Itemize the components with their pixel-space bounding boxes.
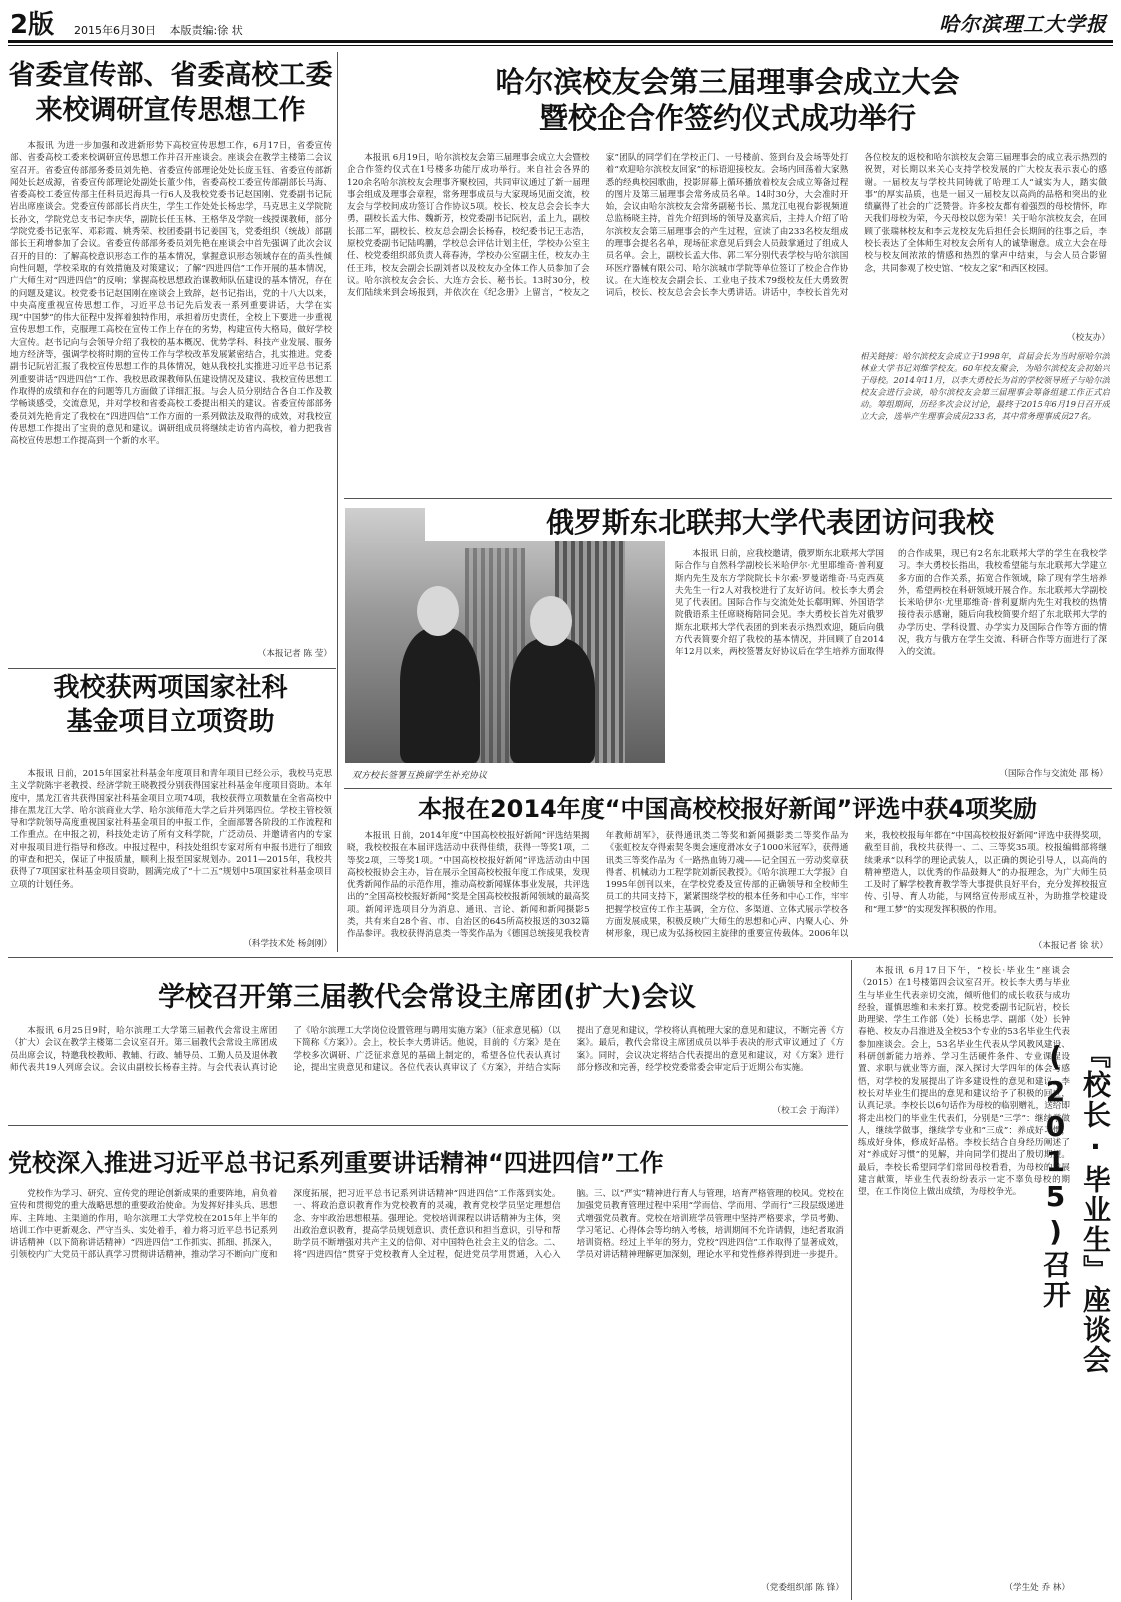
header-rule	[8, 40, 1113, 43]
body-text: 本报讯 6月25日9时，哈尔滨理工大学第三届教代会常设主席团（扩大）会议在教学主楼第二会议室召开。第三届教代会常设主席团成员出席会议，特邀我校教师、教辅、行政、辅导员、工勤人员及退休教师代表共19人列席会议。会议由副校长杨春主持。与会代表认真讨论了《哈尔滨理工大学岗位设置管理与聘用实施方案》（征求意见稿）（以下简称《方案》）。会上，校长李大勇讲话。他说，目前的《方案》是在学校多次调研、广泛征求意见的基础上制定的，希望各位代表认真讨论，提出宝贵意见和建议。各位代表认真审议了《方案》，并结合实际提出了意见和建议，学校将认真梳理大家的意见和建议，不断完善《方案》。最后，教代会常设主席团成员以举手表决的形式审议通过了《方案》。同时，会议决定将结合代表提出的意见和建议，对《方案》进行部分修改和完善，经学校党委常委会审定后于近期公布实施。	[10, 1026, 844, 1073]
page-editor: 本版责编:徐 状	[169, 24, 243, 37]
article-fund-body	[10, 768, 332, 936]
article-congress-title	[8, 980, 846, 1015]
article-russia-byline	[890, 768, 1108, 782]
byline: （科学技术处 杨剑刚）	[243, 939, 332, 949]
section-rule	[344, 788, 1112, 789]
article-alumni-note	[860, 350, 1110, 465]
title-line: 暨校企合作签约仪式成功举行	[538, 101, 916, 136]
byline: （党委组织部 陈 锋）	[761, 1583, 844, 1593]
title-line: 基金项目立项资助	[66, 706, 275, 737]
article-forum-byline	[858, 1582, 1070, 1596]
title-line: 『校长·毕业生』座谈会(2015)召开	[1039, 1040, 1112, 1375]
title-line: 哈尔滨校友会第三届理事会成立大会	[495, 65, 960, 99]
byline: （校工会 于海洋）	[772, 1106, 844, 1116]
article-russia-photo	[345, 508, 665, 763]
byline: （校友办）	[1067, 333, 1110, 343]
article-survey-byline	[10, 648, 332, 662]
article-congress-byline	[620, 1105, 844, 1119]
article-fourin-title	[8, 1148, 846, 1179]
article-survey-title	[8, 58, 333, 128]
article-fund-title	[8, 672, 333, 740]
page-header	[0, 0, 1121, 40]
byline: （本报记者 陈 莹）	[257, 649, 332, 659]
header-rule-thin	[8, 45, 1113, 46]
section-rule	[8, 1125, 848, 1126]
header-meta	[74, 22, 253, 38]
body-text: 本报讯 日前，2015年国家社科基金年度项目和青年项目已经公示，我校马克思主义学院陈宇老教授、经济学院王晓教授分别获得国家社科基金年度项目资助。本年度中，黑龙江省共获得国家社科基金项目立项74项，我校获得立项数量在全省高校中排在黑龙江大学、哈尔滨商业大学、哈尔滨师范大学之后并列第四位。学校主管校领导和学院领导高度重视国家社科基金项目的申报工作，全面部署各阶段的工作流程和工作重点。在申报之初，科技处走访了所有文科学院，广泛动员、并邀请省内的专家对申报项目进行指导和修改。申报过程中，科技处组织专家对所有申报书进行了细致的审查和把关，保证了申报质量，顺利上报至国家规划办。2011—2015年，我校共获得了7项国家社科基金项目资助，圆满完成了“十二五”规划中5项国家社科基金项目立项的计划任务。	[10, 769, 332, 890]
photo-person-head	[530, 596, 572, 646]
masthead: 哈尔滨理工大学报	[939, 12, 1107, 36]
photo-person-left	[400, 628, 480, 763]
article-congress-body	[10, 1025, 844, 1105]
section-rule	[344, 498, 1112, 499]
body-text: 党校作为学习、研究、宣传党的理论创新成果的重要阵地，肩负着宣传和贯彻党的重大战略思想的重要政治使命。为发挥好排头兵、思想库、主阵地、主渠道的作用，哈尔滨理工大学党校在2015年上半年的培训工作中更新观念、严守当头、实处着手，着力将习近平总书记系列讲话精神（以下简称讲话精神）“四进四信”工作抓实、抓细、抓深入，引领校内广大党员干部认真学习贯彻讲话精神，推动学习不断向广度和深度拓展，把习近平总书记系列讲话精神“四进四信”工作落到实处。一、将政治意识教育作为党校教育的灵魂，教育党校学员坚定理想信念、夯牢政治思想根基。强理论。党校培训课程以讲话精神为主体，突出政治意识教育，提高学员规划意识、责任意识和担当意识，引导和帮助学员不断增强对共产主义的信仰、对中国特色社会主义的信念。二、将“四进四信”贯穿于党校教育人全过程，促进党员学用贯通，入心入脑。三、以“严实”精神进行育人与管理，培育严格管理的校风。党校在加强党员教育管理过程中采用“学而信、学而用、学而行”三段层级递进式增强党员教育。党校在培训班学员管理中坚持严格要求，学员考勤、学习笔记、心得体会等均纳入考核，培训期间不允许请假，违纪者取消培训资格。经过上半年的努力，党校“四进四信”工作取得了显著成效，学员对讲话精神理解更加深刻，理论水平和党性修养得到进一步提升。	[10, 1189, 844, 1261]
article-award-title	[345, 794, 1110, 825]
body-text: 本报讯 6月17日下午，“校长·毕业生”座谈会（2015）在1号楼第四会议室召开。校长李大勇与毕业生与毕业生代表亲切交流，倾听他们的成长收获与成功经验，谨慎思维和未来打算。校党委副书记阮岩，校长助理梁、学生工作部（处）长杨忠学、副部（处）长钟春艳、校友办吕淮进及全校53个专业的53名毕业生代表参加座谈会。会上，53名毕业生代表从学风教风建设、科研创新能力培养、学习生活硬件条件、专业课程设置、求职与就业等方面，深入探讨大学四年的体会与感悟，对学校的发展提出了许多建设性的意见和建议。李校长对毕业生们提出的意见和建议给予了积极的回应，认真记录。李校长以6句话作为母校的临别赠礼，送给即将走出校门的毕业生代表们，分别是“三学”：继续学做人，继续学做事，继续学专业和“三成”：养成好习惯，练成好身体，修成好品格。李校长结合自身经历阐述了对“养成好习惯”的见解，并向同学们提出了殷切期望。最后，李校长希望同学们常回母校看看，为母校的发展建言献策，毕业生代表纷纷表示一定不辜负母校的期望，在工作岗位上做出成绩，为母校争光。	[858, 966, 1070, 1198]
article-russia-body	[675, 548, 1107, 766]
body-text: 本报讯 6月19日，哈尔滨校友会第三届理事会成立大会暨校企合作签约仪式在1号楼多功能厅成功举行。来自社会各界的120余名哈尔滨校友会理事齐聚校园，共同审议通过了新一届理事会组成及理事会章程，常务理事成员与大家现场见面交流，校友会与学校间成功签订合作协议5项。校长、校友总会会长李大勇，副校长孟大伟、魏新芳，校党委副书记阮岩，孟上九，副校长邵二军，副校长、校友总会副会长杨春，校纪委书记王志浩，原校党委副书记陆鸣鹏，学校总会评估计划主任，学校办公室主任、校党委组织部负责人蒋春涛，学校办公室副主任，校友办主任王玮，校友会副会长副刘者以及校友办全体工作人员参加了会议。哈尔滨校友会会长、大连方会长、秘书长。13时30分，校友们陆续来到会场报到，并依次在《纪念册》上留言，“校友之家”团队的同学们在学校正门、一号楼前、签到台及会场等处打着“欢迎哈尔滨校友回家”的标语迎接校友。会场内回荡着大家熟悉的经典校园歌曲，投影屏幕上循环播放着校友会成立筹备过程的图片及第三届理事会常务成员名单。14时30分，大会准时开始，会议由哈尔滨校友会常务副秘书长、黑龙江电视台影视频道总监杨晓主持，首先介绍到场的领导及嘉宾后，主持人介绍了哈尔滨校友会第三届理事会的产生过程，宣读了由233名校友组成的理事会提名名单，现场征求意见后到会人员鼓掌通过了组成人员名单。会上，副校长孟大伟、郭二军分别代表学校与哈尔滨国环医疗器械有限公司、哈尔滨城市学院等单位签订了校企合作协议。在大连校友会副会长、工业电子技术79级校友任大勇致贺词后，校长、校友总会会长李大勇讲话。讲话中，李校长首先对各位校友的返校和哈尔滨校友会第三届理事会的成立表示热烈的祝贺，对长期以来关心支持学校发展的广大校友表示衷心的感谢。一届校友与学校共同铸就了哈理工人“诚实为人，踏实做事”的厚实品质，也是一届又一届校友以高尚的品格和突出的业绩赢得了社会的广泛赞誉。许多校友都有着强烈的母校情怀，昨天我们母校为荣，今天母校以您为荣！关于哈尔滨校友会，在回顾了张瑞林校友和李云龙校友先后担任会长期间的往事之后，李校长表达了全体师生对校友会所有人的诚挚谢意。成立大会在母校与校友间浓浓的情感和热烈的掌声中结束，与会人员合影留念，共同参观了校史馆、“校友之家”和西区校园。	[347, 153, 1107, 299]
body-text: 本报讯 为进一步加强和改进新形势下高校宣传思想工作，6月17日，省委宣传部、省委高校工委来校调研宣传思想工作并召开座谈会。座谈会在教学主楼第二会议室召开。省委宣传部部务委员刘先艳、省委宣传部理论处处长庞玉钰、省委宣传部新闻处长赵成源，省委宣传部理论处副处长董少伟，省委高校工委宣传部副部长马海、省委高校工委宣传部主任科员迟海具一行6人及我校党委书记赵国刚、党委副书记阮岩出席座谈会。党委宣传部部长肖庆生，学生工作处处长杨忠学，马克思主义学院院长孙文，学院党总支书记李庆华，副院长任玉林、王格华及学院一线授课教师，部分学院党委书记张军、邓彩霞、姚秀荣、校团委副书记姜国飞，党委组织（统战）部副部长王莉增参加了会议。省委宣传部部务委员刘先艳在座谈会中首先强调了此次会议召开的目的：了解高校意识形态工作的基本情况，掌握意识形态领域存在的苗头性倾向性问题，学校采取的有效措施及对策建议；了解“四进四信”工作开展的基本情况，广大师生对“四进四信”的反响；掌握高校思想政治课教师队伍建设的基本情况，存在的问题及建议。校党委书记赵国刚在座谈会上致辞，赵书记指出，党的十八大以来，中央高度重视宣传思想工作，习近平总书记先后发表一系列重要讲话，大学在实现“中国梦”的伟大征程中发挥着独特作用，承担着历史责任，全校上下要进一步重视宣传思想工作，克服理工高校在宣传工作上存在的劣势，构建宣传大格局，做好学校大宣传。赵书记向与会领导介绍了我校的基本概况、优势学科、科技产业发展、服务地方经济等，强调学校将时期的宣传工作与学校改革发展紧密结合，扎实推进。党委副书记阮岩汇报了我校宣传思想工作的具体情况，她从我校扎实推进习近平总书记系列重要讲话“四进四信”工作、我校思政课教师队伍建设情况及建议、我校宣传思想工作取得的成绩和存在的问题等几方面做了详细汇报。与会人员分别结合各自工作及教学畅谈感受，交流意见，并对学校和省委高校工委提出相关的建议。省委宣传部部务委员刘先艳肯定了我校在“四进四信”工作方面的一系列做法及取得的成效，对我校宣传思想工作提出了宝贵的意见和建议。调研组成员将继续走访省内高校，着力把我省高校宣传思想工作提高到一个新的水平。	[10, 141, 332, 447]
issue-date: 2015年6月30日	[74, 24, 156, 37]
page-number: 2版	[10, 10, 55, 40]
byline: （本报记者 徐 状）	[1033, 941, 1108, 951]
article-award-byline	[880, 940, 1108, 954]
article-fourin-body	[10, 1188, 844, 1578]
title-line: 党校深入推进习近平总书记系列重要讲话精神“四进四信”工作	[8, 1149, 664, 1177]
photo-person-right	[510, 638, 595, 763]
article-survey-body	[10, 140, 332, 645]
body-text: 本报讯 日前，2014年度“中国高校校报好新闻”评选结果揭晓，我校校报在本届评选活动中获得佳绩，获得一等奖1项，二等奖2项，三等奖1项。“中国高校校报好新闻”评选活动由中国高校校报协会主办，旨在展示全国高校校报年度工作成果，发现优秀新闻作品的示范作用，推动高校新闻媒体事业发展，共评选出的“全国高校校报好新闻”奖是全国高校校报新闻领域的最高奖项。新闻评选项目分为消息、通讯、言论、新闻和新闻摄影5类，共有来自28个省、市、自治区的645所高校报送的3032篇作品参评。我校获得消息类一等奖作品为《德国总统接见我校青年教师胡军》，获得通讯类二等奖和新闻摄影类二等奖作品为《张虹校友夺得索契冬奥会速度滑冰女子1000米冠军》，获得通讯类三等奖作品为《一路热血铸刀魂——记全国五一劳动奖章获得者、机械动力工程学院刘新民教授》。《哈尔滨理工大学报》自1995年创刊以来，在学校党委及宣传部的正确领导和全校师生员工的共同支持下，紧紧围绕学校的根本任务和中心工作，牢牢把握学校宣传工作主基调，全方位、多渠道、立体式展示学校各方面发展成果，积极反映广大师生的思想和心声、内聚人心、外树形象，现已成为弘扬校园主旋律的重要宣传载体。2006年以来，我校校报每年都在“中国高校校报好新闻”评选中获得奖项，截至目前，我校共获得一、二、三等奖35项。校报编辑部将继续秉承“以科学的理论武装人，以正确的舆论引导人，以高尚的精神塑造人，以优秀的作品鼓舞人”的办报理念，为广大师生员工及时了解学校教育教学等大事提供良好平台，充分发挥校报宣传、引导、育人功能，与网络宣传形成互补，为助推学校建设和“理工梦”的实现发挥积极的作用。	[347, 831, 1107, 940]
body-text: 本报讯 日前，应我校邀请，俄罗斯东北联邦大学国际合作与自然科学副校长米哈伊尔·尤里耶维奇·普利夏斯内先生及东方学院院长卡尔索·罗曼诺维奇·马克西莫夫先生一行2人对我校进行了友好访问。校长李大勇会见了代表团。国际合作与交流处处长郗明辉、外国语学院俄语系主任席晓梅陪同会见。李大勇校长首先对俄罗斯东北联邦大学代表团的到来表示热烈欢迎，随后向俄方代表简要介绍了我校的基本情况，并回顾了自2014年12月以来，两校签署友好协议后在学生培养方面取得的合作成果，现已有2名东北联邦大学的学生在我校学习。李大勇校长指出，我校希望能与东北联邦大学建立多方面的合作关系，拓宽合作领域，除了现有学生培养外，希望两校在科研领域开展合作。东北联邦大学副校长米哈伊尔·尤里耶维奇·普利夏斯内先生对我校的热情接待表示感谢，随后向我校简要介绍了东北联邦大学的办学历史、学科设置、办学实力及国际合作等方面的情况，我方与俄方在学生交流、科研合作等方面进行了深入的交流。	[675, 549, 1107, 658]
article-russia-title	[425, 505, 1115, 541]
article-russia-caption	[352, 768, 662, 782]
title-line: 本报在2014年度“中国高校校报好新闻”评选中获4项奖励	[417, 795, 1038, 823]
title-line: 俄罗斯东北联邦大学代表团访问我校	[545, 506, 994, 539]
article-fourin-byline	[620, 1582, 844, 1596]
article-award-body	[347, 830, 1107, 942]
article-forum-title	[1039, 1040, 1115, 1560]
section-rule	[8, 668, 336, 669]
photo-person-head	[417, 586, 459, 636]
related-link-note: 相关链接：哈尔滨校友会成立于1998年，首届会长为当时原哈尔滨林业大学书记刘维学校友。60年校友聚会，为哈尔滨校友会初始兴于母校。2014年11月，以李大勇校长为首的学校领导班子与哈尔滨校友会进行会谈，哈尔滨校友会第三届理事会筹备组建工作正式启动。筹组期间，历经多次会议讨论，最终于2015年6月19日召开成立大会，选举产生理事会成员233名，其中常务理事成员27名。	[860, 351, 1110, 421]
section-rule	[8, 957, 1113, 958]
photo-caption: 双方校长签署互换留学生补充协议	[352, 771, 488, 781]
article-alumni-title	[345, 64, 1110, 137]
byline: （国际合作与交流处 邵 杨）	[999, 769, 1108, 779]
title-line: 学校召开第三届教代会常设主席团(扩大)会议	[158, 982, 696, 1013]
column-rule	[337, 52, 338, 952]
title-line: 省委宣传部、省委高校工委	[8, 60, 333, 91]
article-alumni-byline	[860, 332, 1110, 346]
title-line: 我校获两项国家社科	[53, 673, 288, 703]
title-line: 来校调研宣传思想工作	[35, 95, 306, 127]
byline: （学生处 乔 林）	[1004, 1583, 1070, 1593]
article-fund-byline	[10, 938, 332, 952]
column-rule	[851, 960, 852, 1600]
